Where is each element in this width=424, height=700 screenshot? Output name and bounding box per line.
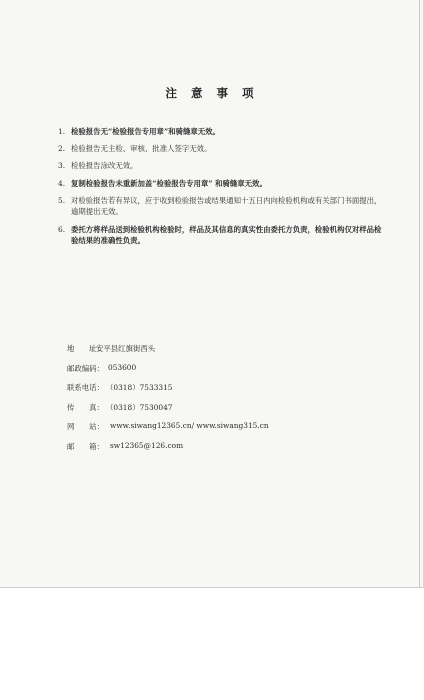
notice-item bbox=[58, 160, 388, 172]
contact-value: www.siwang12365.cn/ www.siwang315.cn bbox=[110, 421, 269, 431]
notice-text: 对检验报告若有异议，应于收到检验报告或结果通知十五日内向检验机构或有关部门书面提出，逾期提出无效。 bbox=[71, 195, 382, 217]
notice-text: 复制检验报告未重新加盖“检验报告专用章” 和骑缝章无效。 bbox=[71, 178, 267, 188]
contact-label: 邮 箱： bbox=[67, 441, 104, 451]
notice-item bbox=[58, 224, 388, 247]
contact-value: （0318）7533315 bbox=[106, 383, 173, 393]
notice-number: 2. bbox=[58, 144, 66, 154]
contact-label: 网 站： bbox=[67, 422, 104, 432]
notice-text: 检验报告无“检验报告专用章”和骑缝章无效。 bbox=[71, 127, 220, 136]
notice-number: 6. bbox=[58, 224, 66, 234]
contact-value: 053600 bbox=[108, 362, 137, 372]
notice-item bbox=[58, 178, 388, 190]
contact-value: （0318）7530047 bbox=[106, 402, 173, 412]
contact-label: 联系电话： bbox=[67, 383, 104, 393]
contact-value: 安平县红旗街西头 bbox=[96, 344, 156, 353]
notice-item bbox=[58, 143, 388, 155]
notice-number: 3. bbox=[58, 161, 66, 171]
notice-number: 4. bbox=[58, 178, 66, 188]
notice-text: 检验报告无主检、审核、批准人签字无效。 bbox=[71, 144, 212, 154]
notice-text: 检验报告涂改无效。 bbox=[71, 161, 138, 171]
notice-number: 5. bbox=[58, 195, 66, 205]
notice-item bbox=[58, 126, 388, 138]
contact-label: 传 真： bbox=[67, 402, 104, 412]
notice-item bbox=[58, 195, 388, 218]
notice-list bbox=[58, 126, 388, 252]
notice-text: 委托方将样品送到检验机构检验时，样品及其信息的真实性由委托方负责，检验机构仅对样品检验结果的准确性负责。 bbox=[71, 224, 382, 246]
page-title: 注 意 事 项 bbox=[165, 86, 259, 100]
contact-value: sw12365@126.com bbox=[110, 440, 184, 450]
contact-label: 地 址： bbox=[67, 344, 104, 353]
notice-number: 1. bbox=[58, 127, 66, 136]
contact-label: 邮政编码： bbox=[67, 363, 104, 373]
